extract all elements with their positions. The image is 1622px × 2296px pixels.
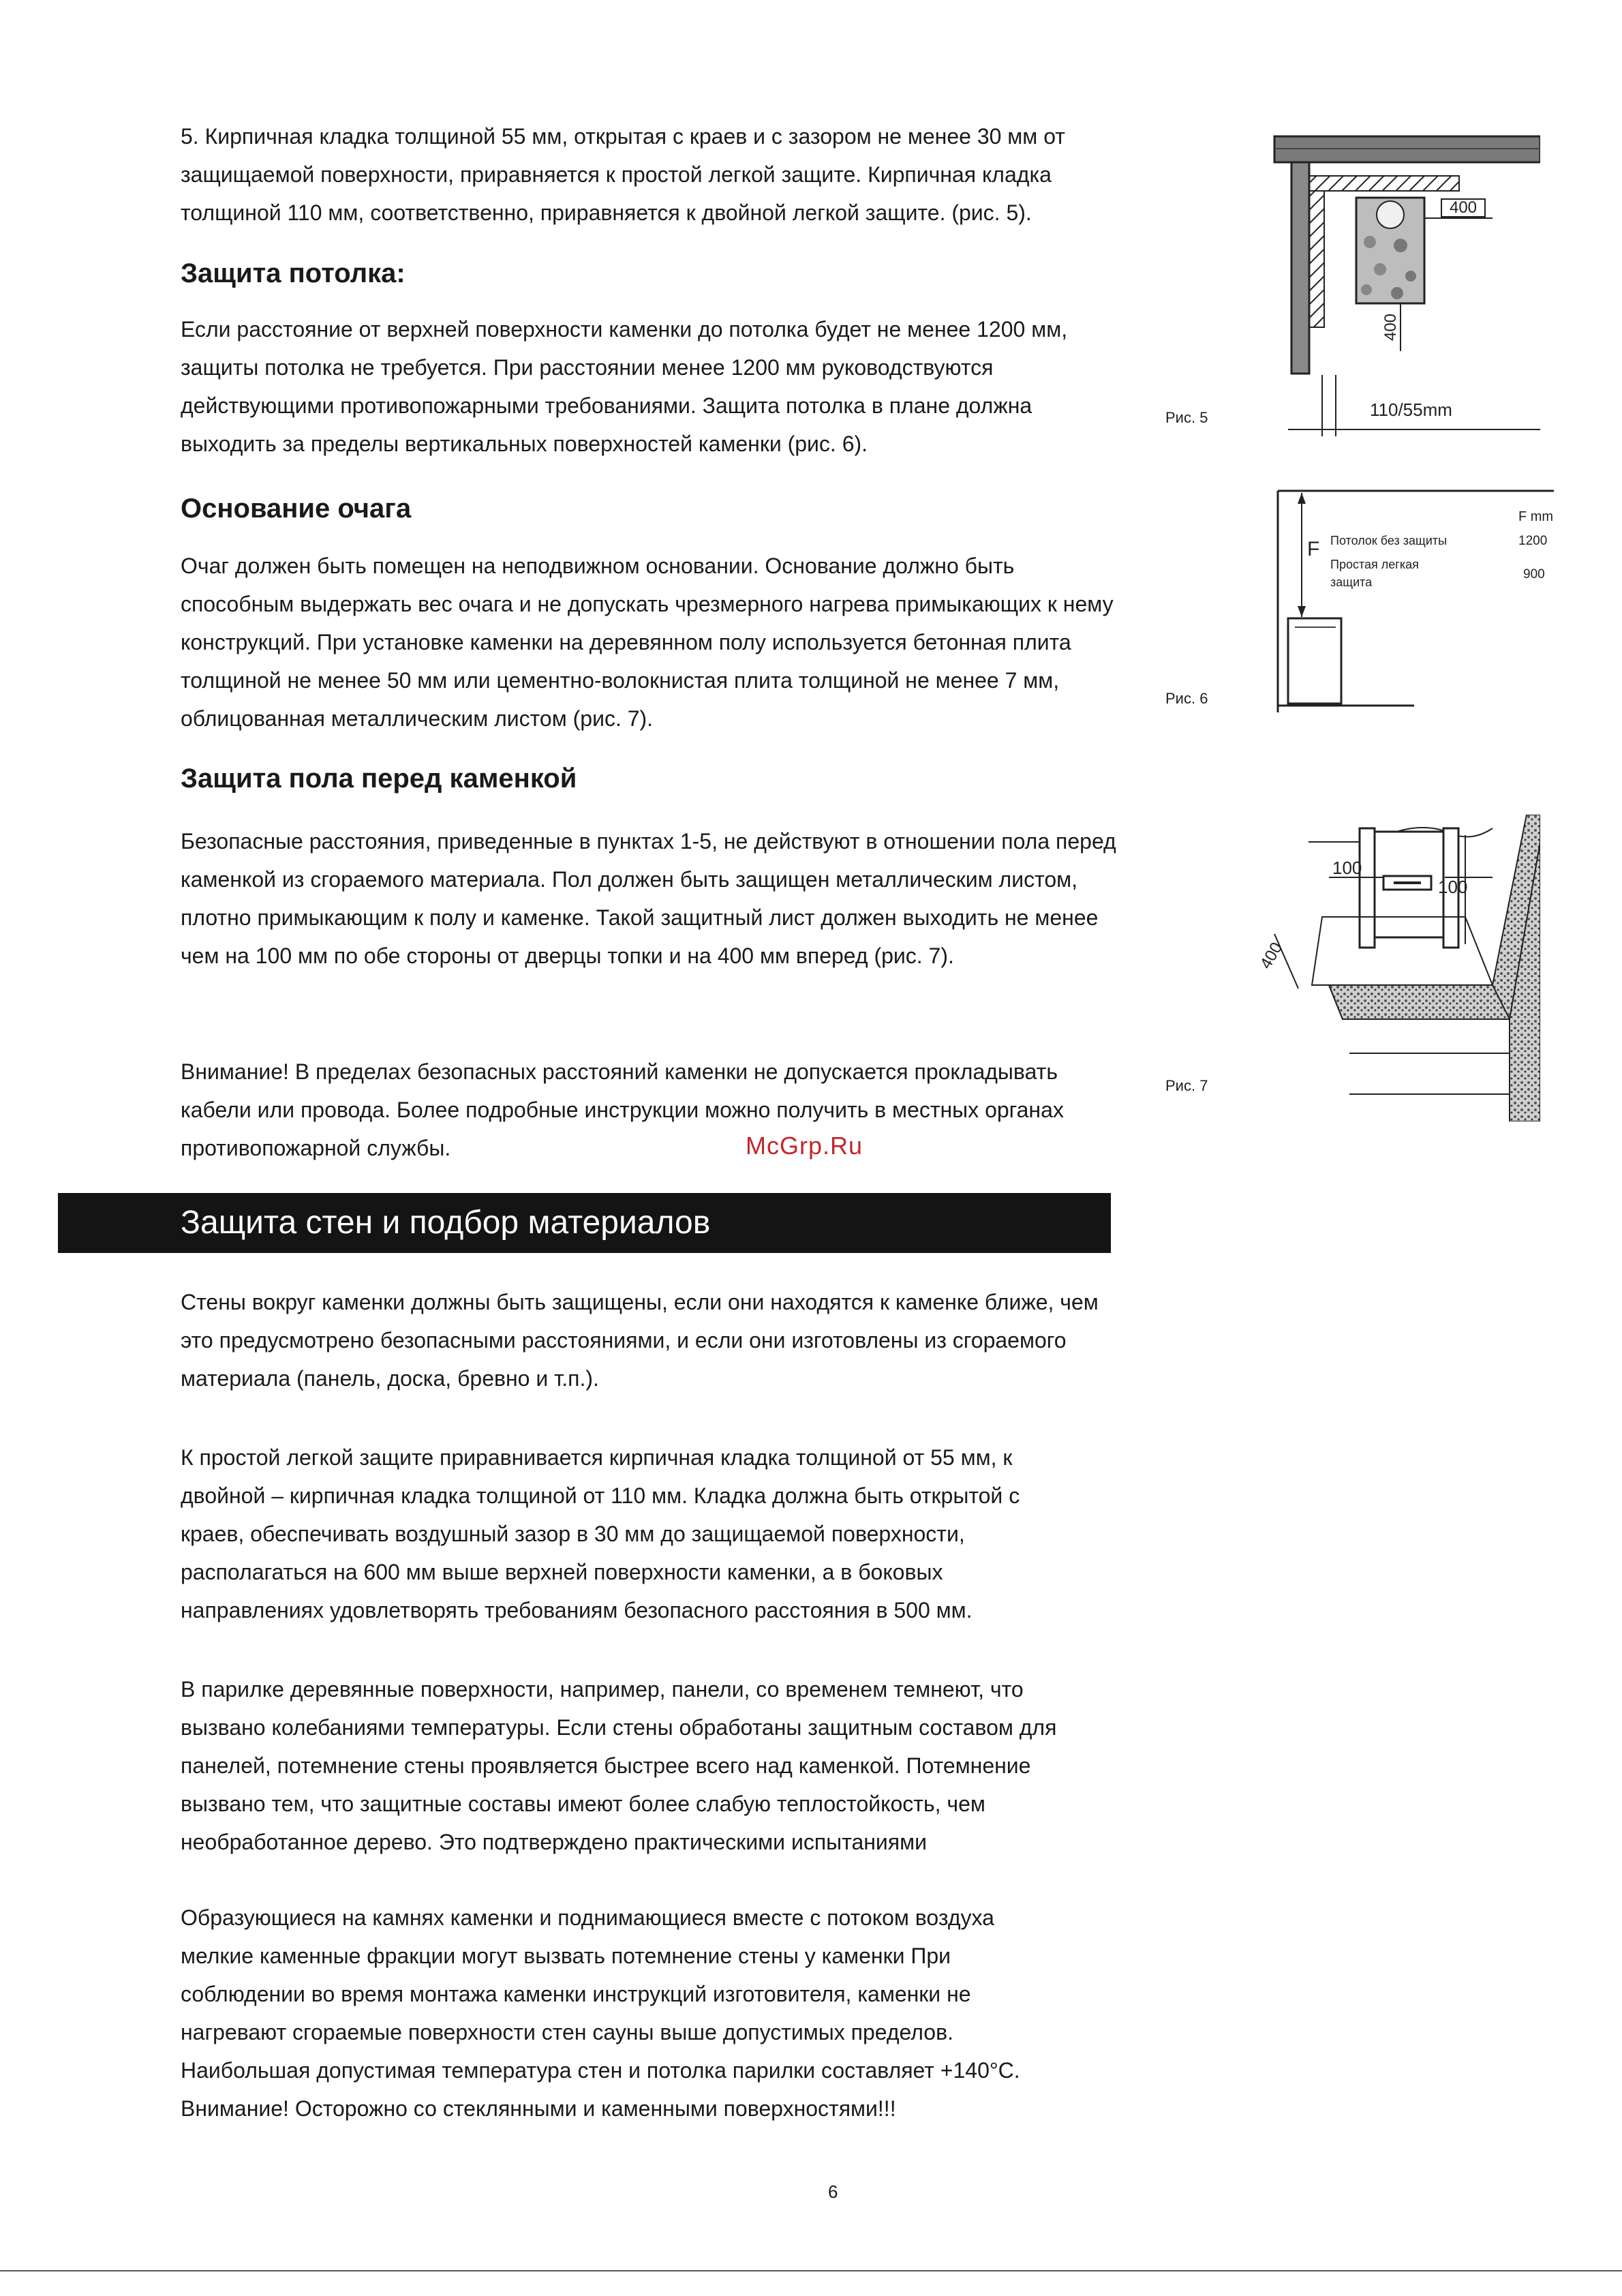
figure-7-caption: Рис. 7 bbox=[1165, 1077, 1208, 1094]
paragraph-floor: Безопасные расстояния, приведенные в пунктах 1-5, не действуют в отношении пола перед каменкой из сгораемого материала. Пол должен быть защищен металлическим листом, плотно примыкающим к полу и каменке. Такой защитный лист должен выходить не менее чем на 100 мм по обе стороны от дверцы топки и на 400 мм вперед (рис. 7). bbox=[181, 829, 1116, 968]
figure-7-dim-right: 100 bbox=[1438, 877, 1468, 897]
heading-ceiling-protection: Защита потолка: bbox=[181, 258, 406, 288]
figure-5-diagram bbox=[1254, 116, 1540, 436]
figure-6-caption: Рис. 6 bbox=[1165, 690, 1208, 707]
heading-hearth-base: Основание очага bbox=[181, 494, 412, 524]
paragraph-walls-4: Образующиеся на камнях каменки и поднимающиеся вместе с потоком воздуха мелкие каменные фракции могут вызвать потемнение стены у каменки При соблюдении во время монтажа каменки инструкций изготовителя, каменки не нагревают сгораемые поверхности стен сауны выше допустимых пределов. Наибольшая допустимая температура стен и потолка парилки составляет +140°С. Внимание! Осторожно со стеклянными и каменными поверхностями!!! bbox=[181, 1905, 1020, 2121]
paragraph-item-5: 5. Кирпичная кладка толщиной 55 мм, открытая с краев и с зазором не менее 30 мм от защищаемой поверхности, приравняется к простой легкой защите. Кирпичная кладка толщиной 110 мм, соответственно, приравняется к двойной легкой защите. (рис. 5). bbox=[181, 124, 1065, 225]
figure-6-diagram bbox=[1268, 487, 1554, 712]
figure-6-col-header: F mm bbox=[1518, 509, 1554, 524]
figure-5-dim-top: 400 bbox=[1449, 198, 1478, 217]
paragraph-hearth-base: Очаг должен быть помещен на неподвижном основании. Основание должно быть способным выдержать вес очага и не допускать чрезмерного нагрева примыкающих к нему конструкций. При установке каменки на деревянном полу используется бетонная плита толщиной не менее 50 мм или цементно-волокнистая плита толщиной не менее 7 мм, облицованная металлическим листом (рис. 7). bbox=[181, 554, 1114, 731]
watermark-text: McGrp.Ru bbox=[746, 1132, 863, 1160]
page-number: 6 bbox=[828, 2181, 838, 2202]
figure-6-row1-label: Потолок без защиты bbox=[1330, 534, 1448, 547]
paragraph-walls-3: В парилке деревянные поверхности, например, панели, со временем темнеют, что вызвано колебаниями температуры. Если стены обработаны защитным составом для панелей, потемнение стены проявляется быстрее всего над каменкой. Потемнение вызвано тем, что защитные составы имеют более слабую теплостойкость, чем необработанное дерево. Это подтверждено практическими испытаниями bbox=[181, 1677, 1057, 1854]
figure-6-label-f: F bbox=[1307, 538, 1320, 560]
paragraph-walls-1: Стены вокруг каменки должны быть защищены, если они находятся к каменке ближе, чем это предусмотрено безопасными расстояниями, и если они изготовлены из сгораемого материала (панель, доска, бревно и т.п.). bbox=[181, 1290, 1099, 1391]
paragraph-ceiling: Если расстояние от верхней поверхности каменки до потолка будет не менее 1200 мм, защиты потолка не требуется. При расстоянии менее 1200 мм руководствуются действующими противопожарными требованиями. Защита потолка в плане должна выходить за пределы вертикальных поверхностей каменки (рис. 6). bbox=[181, 317, 1068, 456]
figure-5-caption: Рис. 5 bbox=[1165, 409, 1208, 426]
paragraph-walls-2: К простой легкой защите приравнивается кирпичная кладка толщиной от 55 мм, к двойной – кирпичная кладка толщиной от 110 мм. Кладка должна быть открытой с краев, обеспечивать воздушный зазор в 30 мм до защищаемой поверхности, располагаться на 600 мм выше верхней поверхности каменки, а в боковых направлениях удовлетворять требованиям безопасного расстояния в 500 мм. bbox=[181, 1445, 1020, 1622]
section-banner-title: Защита стен и подбор материалов bbox=[181, 1205, 711, 1241]
figure-7-dim-front: 400 bbox=[1256, 939, 1287, 972]
figure-7-diagram bbox=[1247, 815, 1540, 1121]
figure-6-row2-value: 900 bbox=[1523, 567, 1545, 581]
figure-5-dim-side: 400 bbox=[1381, 313, 1400, 342]
heading-floor-protection: Защита пола перед каменкой bbox=[181, 764, 577, 794]
figure-6-row1-value: 1200 bbox=[1518, 534, 1548, 548]
figure-5-dim-bottom: 110/55mm bbox=[1370, 399, 1452, 420]
paragraph-warning: Внимание! В пределах безопасных расстояний каменки не допускается прокладывать кабели или провода. Более подробные инструкции можно получить в местных органах противопожарной службы. bbox=[181, 1059, 1064, 1160]
figure-7-dim-left: 100 bbox=[1332, 858, 1362, 878]
page-bottom-divider bbox=[0, 2270, 1622, 2271]
figure-6-row2-label-1: Простая легкая bbox=[1330, 558, 1419, 571]
figure-6-row2-label-2: защита bbox=[1330, 575, 1373, 589]
